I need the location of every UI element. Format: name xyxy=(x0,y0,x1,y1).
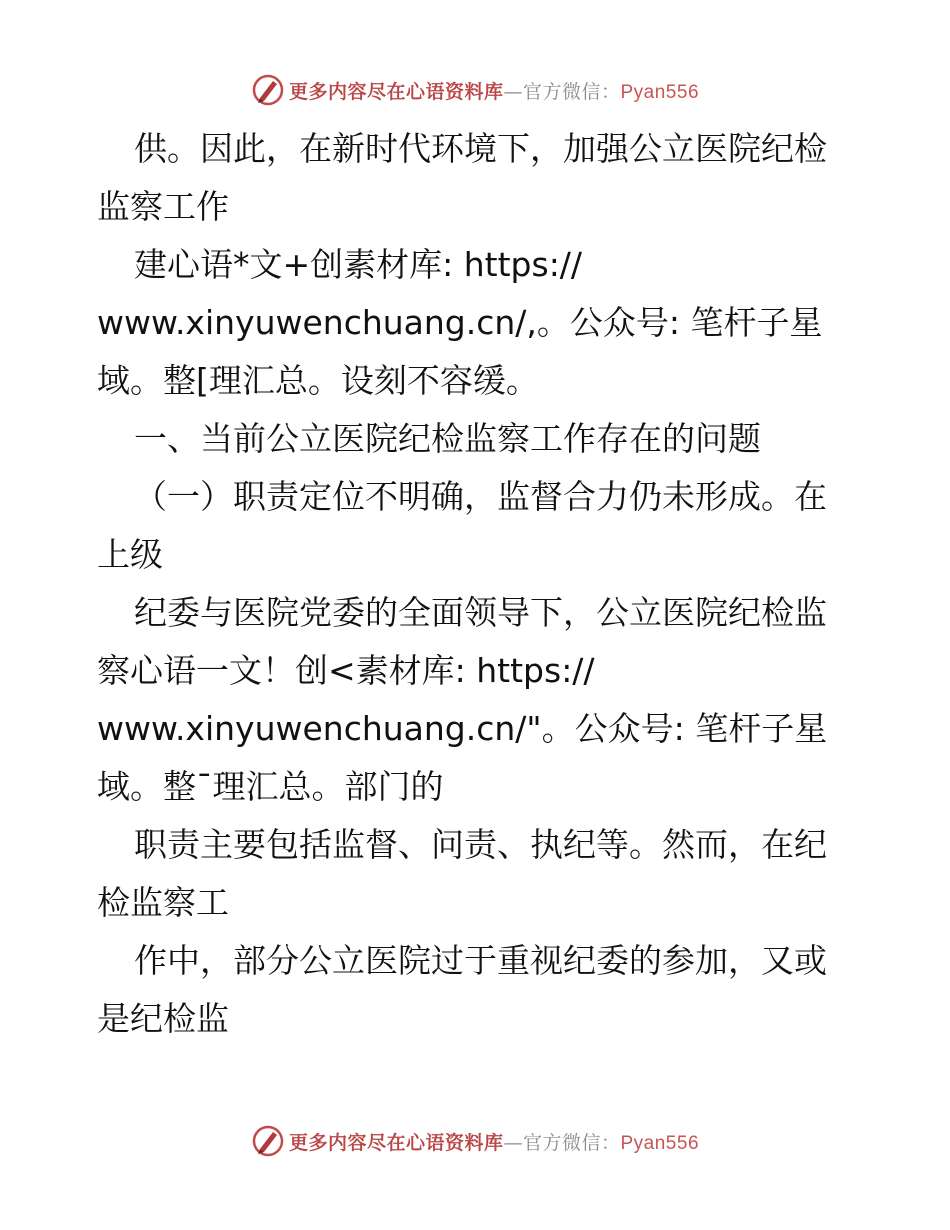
text-line: 职责主要包括监督、问责、执纪等。然而，在纪 xyxy=(134,825,827,864)
text-line: 检监察工 xyxy=(97,883,229,922)
header-banner-text xyxy=(289,77,699,104)
text-line: 建心语*文+创素材库: https:// xyxy=(134,245,583,284)
footer-separator: — xyxy=(503,1131,523,1154)
text-line: 监察工作 xyxy=(97,187,229,226)
text-line: 是纪检监 xyxy=(97,999,229,1038)
footer-brand-text: 更多内容尽在心语资料库 xyxy=(288,1131,504,1154)
text-line: www.xinyuwenchuang.cn/"。公众号: 笔杆子星 xyxy=(97,709,828,748)
footer-banner-inner xyxy=(251,1124,699,1158)
footer-banner-text xyxy=(289,1128,699,1155)
subsection-heading: （一）职责定位不明确，监督合力仍未形成。在 xyxy=(134,477,827,516)
text-line: 域。整[理汇总。设刻不容缓。 xyxy=(97,361,539,400)
header-banner-inner xyxy=(251,73,699,107)
header-banner xyxy=(0,70,950,110)
text-line: 纪委与医院党委的全面领导下，公立医院纪检监 xyxy=(134,593,827,632)
header-wechat-id: Pyan556 xyxy=(620,81,700,103)
body-text xyxy=(97,120,857,1048)
header-brand-text: 更多内容尽在心语资料库 xyxy=(288,80,504,103)
pen-logo-icon xyxy=(251,1124,285,1158)
footer-wechat-label: 官方微信： xyxy=(522,1131,621,1154)
footer-wechat-id: Pyan556 xyxy=(620,1132,700,1154)
text-line: 上级 xyxy=(97,535,163,574)
text-line: www.xinyuwenchuang.cn/,。公众号: 笔杆子星 xyxy=(97,303,823,342)
text-line: 供。因此，在新时代环境下，加强公立医院纪检 xyxy=(134,129,827,168)
footer-banner xyxy=(0,1121,950,1161)
text-line: 作中，部分公立医院过于重视纪委的参加，又或 xyxy=(134,941,827,980)
section-heading: 一、当前公立医院纪检监察工作存在的问题 xyxy=(134,419,761,458)
pen-logo-icon xyxy=(251,73,285,107)
text-line: 域。整¯理汇总。部门的 xyxy=(97,767,444,806)
header-separator: — xyxy=(503,80,523,103)
header-wechat-label: 官方微信： xyxy=(522,80,621,103)
text-line: 察心语一文！创<素材库: https:// xyxy=(97,651,595,690)
